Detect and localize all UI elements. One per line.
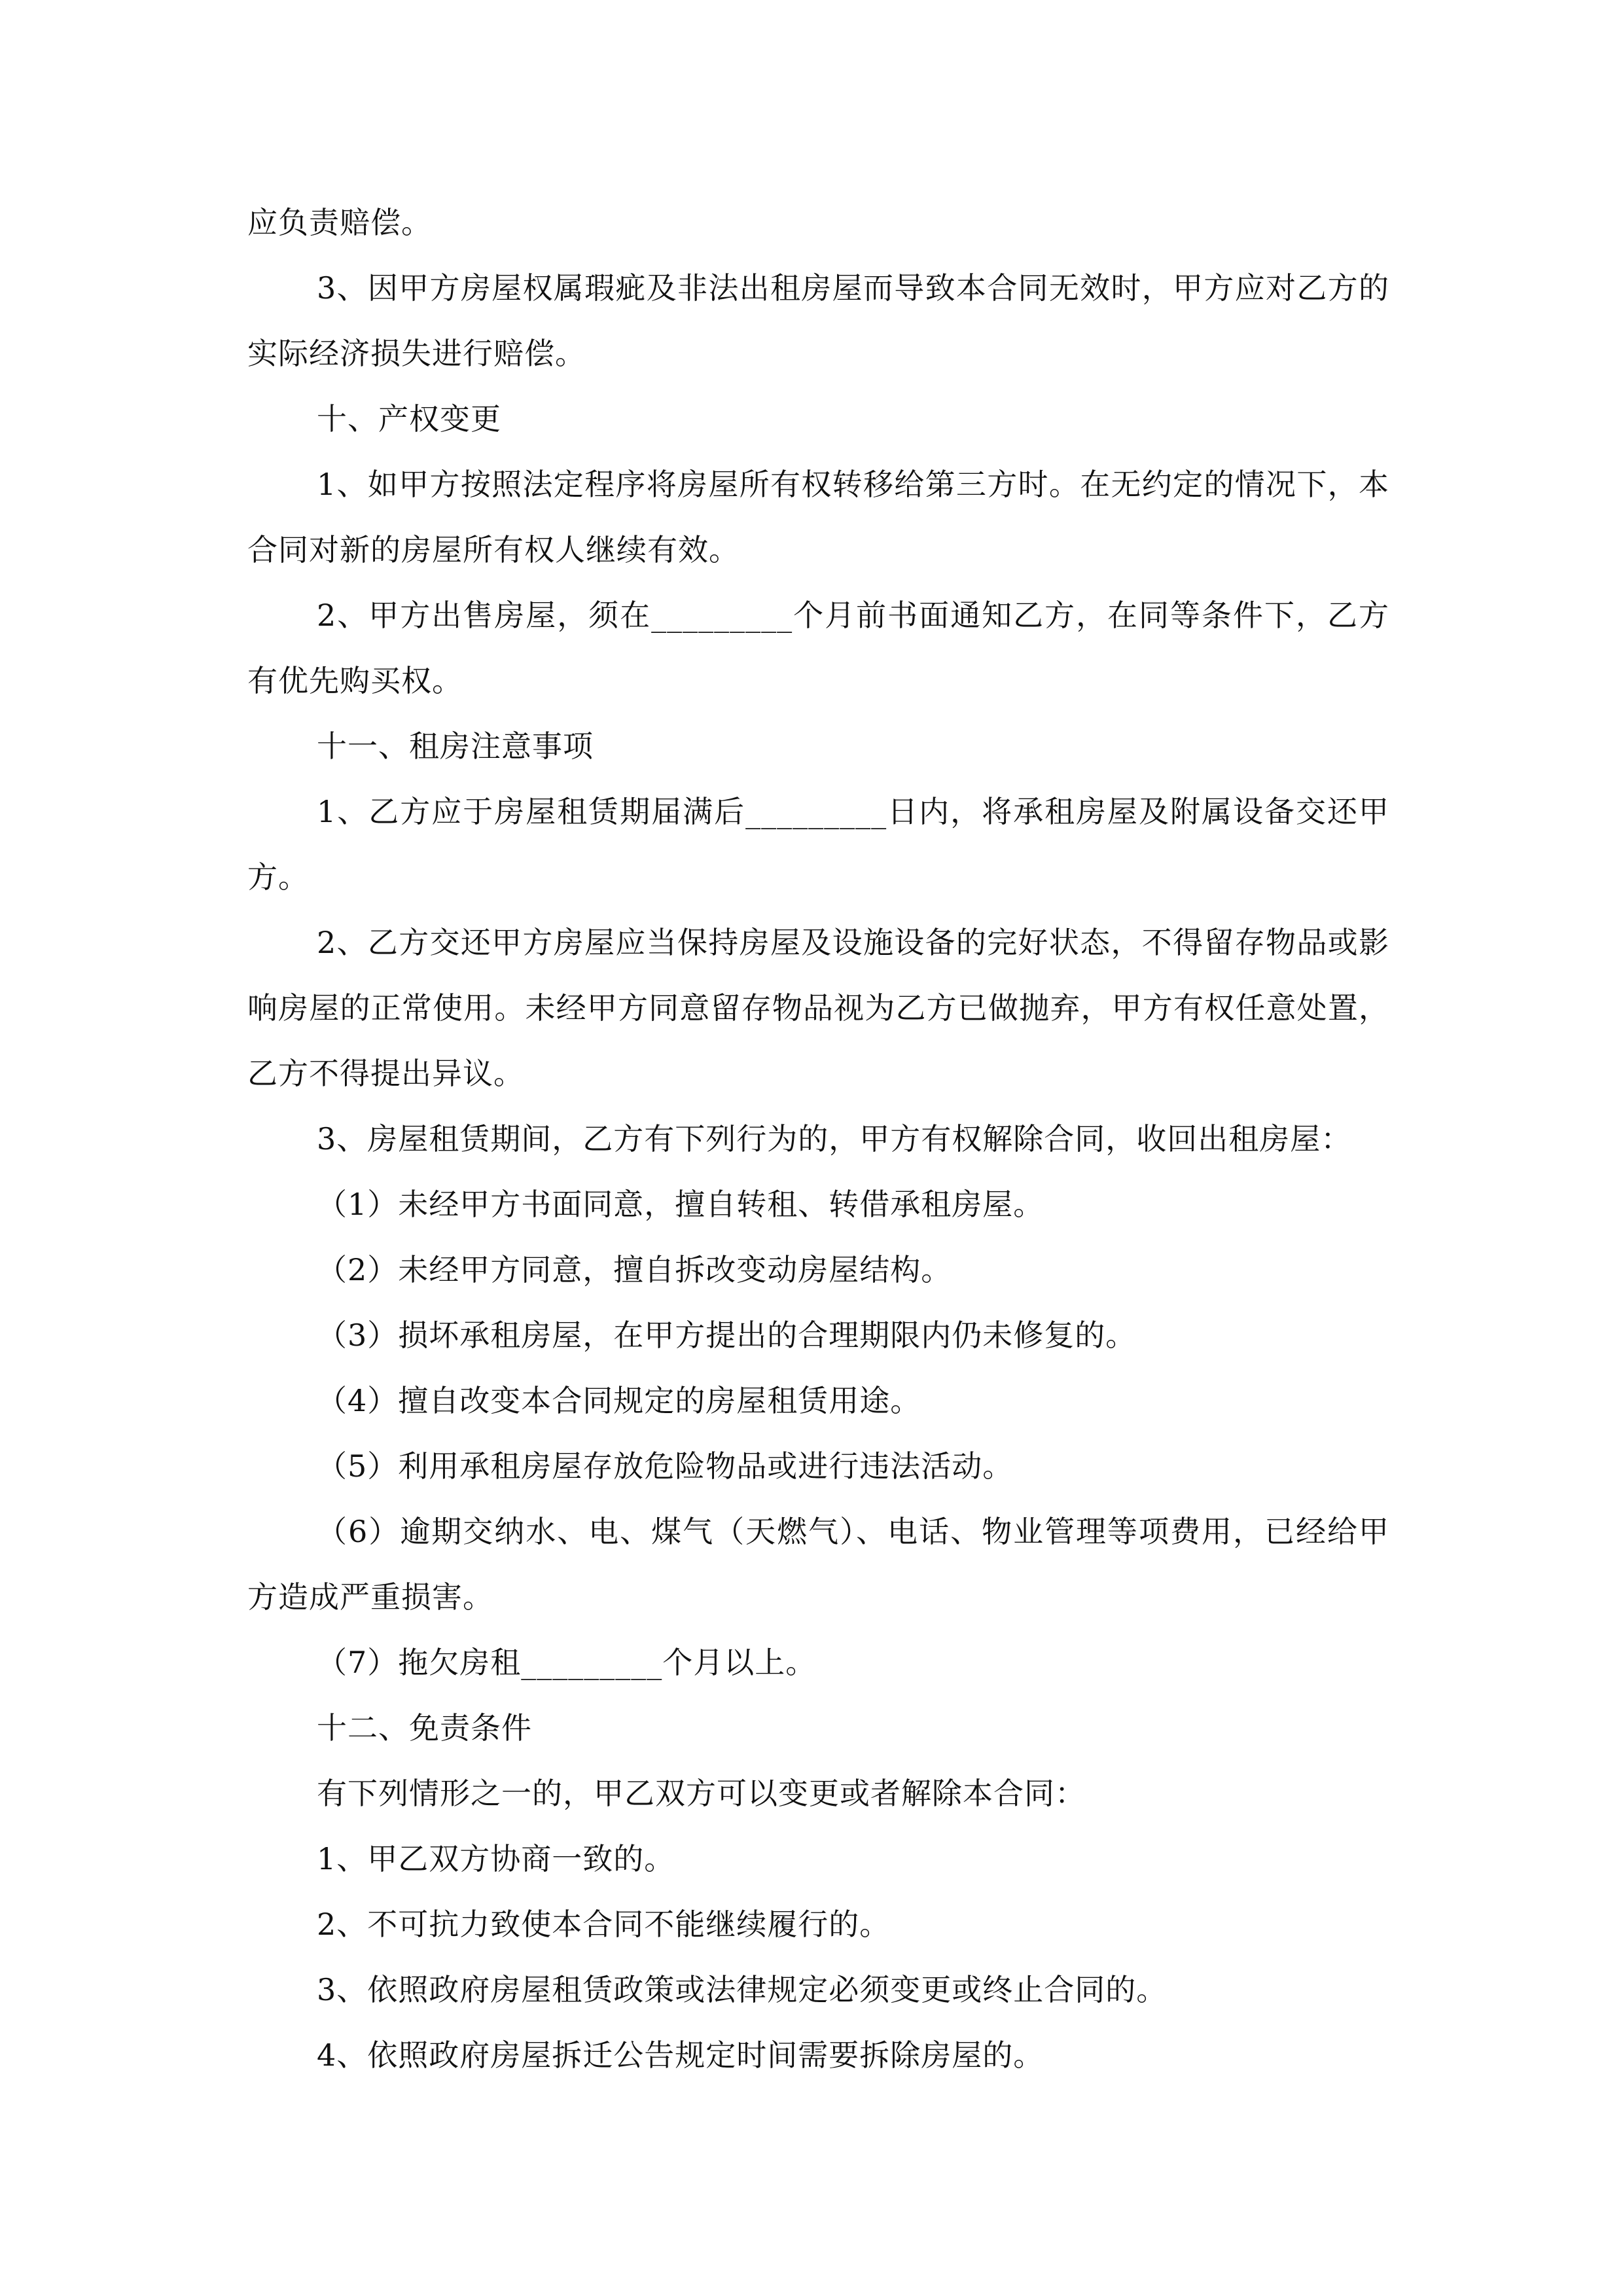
- clause-12-1: 1、甲乙双方协商一致的。: [317, 1841, 675, 1876]
- clause-9-3: 3、因甲方房屋权属瑕疵及非法出租房屋而导致本合同无效时，甲方应对乙方的实际经济损失进行赔偿。: [247, 270, 1389, 371]
- sub-item-7: （7）拖欠房租_________个月以上。: [317, 1645, 817, 1680]
- clause-11-1: 1、乙方应于房屋租赁期届满后_________日内，将承租房屋及附属设备交还甲方。: [247, 794, 1389, 895]
- sub-item-4: （4）擅自改变本合同规定的房屋租赁用途。: [317, 1383, 921, 1418]
- clause-10-2: 2、甲方出售房屋，须在_________个月前书面通知乙方，在同等条件下，乙方有优先购买权。: [247, 598, 1389, 698]
- section-heading-12: 十二、免责条件: [317, 1710, 532, 1746]
- sub-item-6: （6）逾期交纳水、电、煤气（天燃气）、电话、物业管理等项费用，已经给甲方造成严重损害。: [247, 1514, 1389, 1615]
- clause-12-2: 2、不可抗力致使本合同不能继续履行的。: [317, 1907, 891, 1942]
- sub-item-1: （1）未经甲方书面同意，擅自转租、转借承租房屋。: [317, 1187, 1044, 1222]
- section-heading-10: 十、产权变更: [317, 401, 501, 437]
- document-body: [247, 190, 1389, 2088]
- clause-12-4: 4、依照政府房屋拆迁公告规定时间需要拆除房屋的。: [317, 2037, 1044, 2073]
- paragraph-continuation: 应负责赔偿。: [247, 205, 432, 240]
- clause-12-3: 3、依照政府房屋租赁政策或法律规定必须变更或终止合同的。: [317, 1972, 1168, 2007]
- sub-item-3: （3）损坏承租房屋，在甲方提出的合理期限内仍未修复的。: [317, 1318, 1137, 1353]
- clause-11-2: 2、乙方交还甲方房屋应当保持房屋及设施设备的完好状态，不得留存物品或影响房屋的正常使用。未经甲方同意留存物品视为乙方已做抛弃，甲方有权任意处置，乙方不得提出异议。: [247, 925, 1389, 1091]
- sub-item-5: （5）利用承租房屋存放危险物品或进行违法活动。: [317, 1448, 1014, 1484]
- section-heading-11: 十一、租房注意事项: [317, 728, 594, 764]
- clause-12-intro: 有下列情形之一的，甲乙双方可以变更或者解除本合同：: [317, 1776, 1086, 1811]
- clause-11-3: 3、房屋租赁期间，乙方有下列行为的，甲方有权解除合同，收回出租房屋：: [317, 1121, 1352, 1157]
- sub-item-2: （2）未经甲方同意，擅自拆改变动房屋结构。: [317, 1252, 952, 1287]
- clause-10-1: 1、如甲方按照法定程序将房屋所有权转移给第三方时。在无约定的情况下，本合同对新的房屋所有权人继续有效。: [247, 467, 1389, 567]
